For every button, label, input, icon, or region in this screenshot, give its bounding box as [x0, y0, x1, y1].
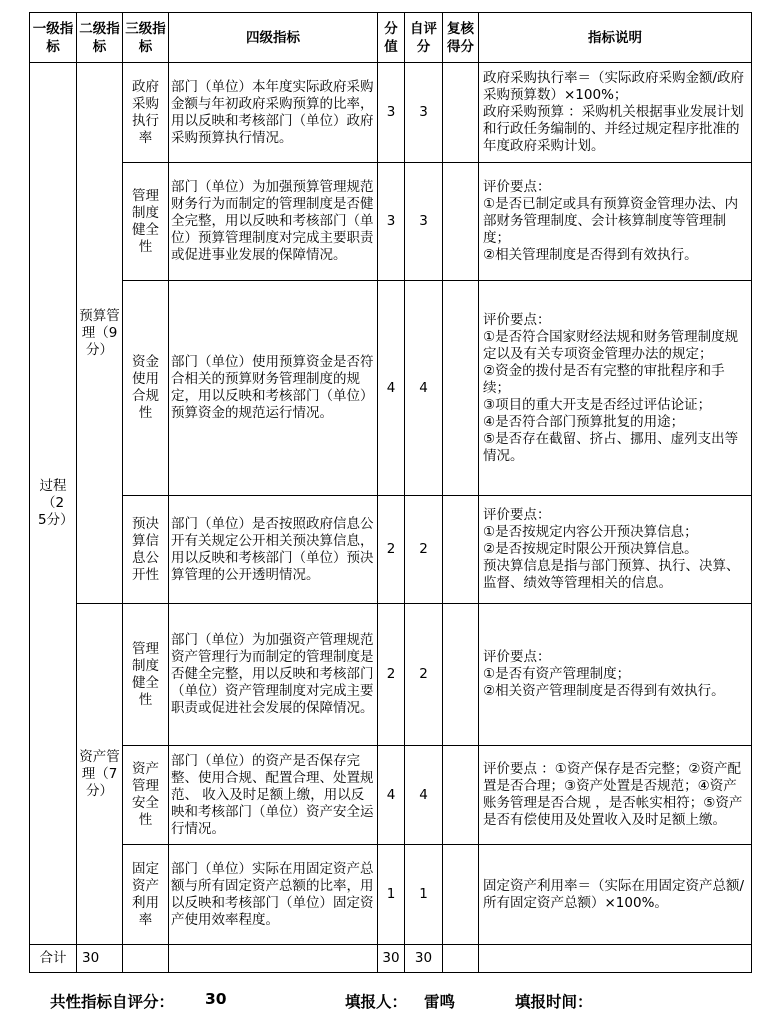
level2-cell: [77, 63, 123, 604]
level2-label: 资产管理（7分）: [79, 748, 120, 799]
description-line: 评价要点：: [483, 649, 551, 665]
description-line: ①是否有资产管理制度；: [483, 666, 631, 682]
review-score-cell: [443, 163, 479, 281]
description-line: ⑤是否存在截留、挤占、挪用、虚列支出等情况。: [483, 430, 739, 464]
level2-label: 预算管理（9分）: [79, 307, 120, 358]
level4-cell: 部门（单位）为加强资产管理规范资产管理行为而制定的管理制度是否健全完整，用以反映和考核部门（单位）资产管理制度对完成主要职责或促进社会发展的保障情况。: [169, 604, 378, 746]
filler-label: 填报人：: [345, 993, 408, 1011]
score-cell: 2: [378, 604, 405, 746]
evaluation-table: [29, 12, 752, 973]
header-self-score: 自评分: [405, 13, 443, 63]
table-row: [30, 496, 752, 604]
description-line: 政府采购执行率＝（实际政府采购金额/政府采购预算数）×100%；: [483, 70, 745, 103]
total-label: 合计: [30, 945, 77, 973]
score-cell: 3: [378, 163, 405, 281]
description-line: ②相关资产管理制度是否得到有效执行。: [483, 683, 725, 699]
description-cell: [479, 746, 752, 845]
self-score-value: 30: [205, 990, 227, 1008]
table-row: [30, 746, 752, 845]
description-line: 评价要点：: [483, 179, 551, 195]
review-score-cell: [443, 281, 479, 496]
description-cell: [479, 63, 752, 163]
description-cell: [479, 496, 752, 604]
self-score-cell: 3: [405, 63, 443, 163]
level3-cell: 管理制度健全性: [123, 604, 169, 746]
description-line: ①是否符合国家财经法规和财务管理制度规定以及有关专项资金管理办法的规定；: [483, 328, 739, 362]
header-row: [30, 13, 752, 63]
self-score-label: 共性指标自评分：: [50, 993, 175, 1011]
level3-cell: 资产管理安全性: [123, 746, 169, 845]
table-row: [30, 163, 752, 281]
review-score-cell: [443, 845, 479, 945]
level4-cell: 部门（单位）的资产是否保存完整、使用合规、配置合理、处置规范、 收入及时足额上缴，用以反映和考核部门（单位）资产安全运行情况。: [169, 746, 378, 845]
self-score-cell: 3: [405, 163, 443, 281]
description-line: ①是否已制定或具有预算资金管理办法、内部财务管理制度、会计核算制度等管理制度；: [483, 196, 739, 246]
header-level3: 三级指标: [123, 13, 169, 63]
level3-cell: 政府采购执行率: [123, 63, 169, 163]
header-score: 分值: [378, 13, 405, 63]
review-score-cell: [443, 63, 479, 163]
description-line: ②相关管理制度是否得到有效执行。: [483, 247, 698, 263]
level3-cell: 预决算信息公开性: [123, 496, 169, 604]
level3-cell: 资金使用合规性: [123, 281, 169, 496]
header-level4: 四级指标: [169, 13, 378, 63]
total-self-score: 30: [405, 945, 443, 973]
review-score-cell: [443, 604, 479, 746]
score-cell: 2: [378, 496, 405, 604]
score-cell: 1: [378, 845, 405, 945]
level1-label: 过程（25分）: [38, 478, 74, 528]
description-cell: [479, 281, 752, 496]
filler-value: 雷鸣: [424, 993, 456, 1011]
description-line: ③项目的重大开支是否经过评估论证；: [483, 396, 712, 413]
footer: [0, 990, 772, 1014]
level4-cell: 部门（单位）为加强预算管理规范财务行为而制定的管理制度是否健全完整，用以反映和考核部门（单位）预算管理制度对完成主要职责或促进事业发展的保障情况。: [169, 163, 378, 281]
table-row: [30, 281, 752, 496]
self-score-cell: 2: [405, 604, 443, 746]
total-empty-cell: [443, 945, 479, 973]
self-score-cell: 4: [405, 281, 443, 496]
description-cell: [479, 845, 752, 945]
description-cell: [479, 163, 752, 281]
total-score: 30: [378, 945, 405, 973]
description-line: ①是否按规定内容公开预决算信息；: [483, 524, 698, 540]
score-cell: 4: [378, 281, 405, 496]
total-empty-cell: [479, 945, 752, 973]
header-level2: 二级指标: [77, 13, 123, 63]
level4-cell: 部门（单位）本年度实际政府采购金额与年初政府采购预算的比率，用以反映和考核部门（单位）政府采购预算执行情况。: [169, 63, 378, 163]
description-line: 评价要点：: [483, 507, 551, 523]
level4-cell: 部门（单位）使用预算资金是否符合相关的预算财务管理制度的规定，用以反映和考核部门（单位）预算资金的规范运行情况。: [169, 281, 378, 496]
level2-cell: [77, 604, 123, 945]
header-description: 指标说明: [479, 13, 752, 63]
description-line: 固定资产利用率＝（实际在用固定资产总额/所有固定资产总额）×100%。: [483, 877, 745, 911]
level3-cell: 管理制度健全性: [123, 163, 169, 281]
self-score-cell: 4: [405, 746, 443, 845]
review-score-cell: [443, 496, 479, 604]
description-line: ④是否符合部门预算批复的用途；: [483, 413, 685, 430]
description-line: ②是否按规定时限公开预决算信息。: [483, 541, 698, 557]
table-row: [30, 63, 752, 163]
level1-cell: [30, 63, 77, 945]
description-cell: [479, 604, 752, 746]
table-row: [30, 604, 752, 746]
total-row: [30, 945, 752, 973]
description-line: ②资金的拨付是否有完整的审批程序和手续；: [483, 362, 725, 396]
total-empty-cell: [169, 945, 378, 973]
total-level2: 30: [77, 945, 123, 973]
total-empty-cell: [123, 945, 169, 973]
report-time-label: 填报时间：: [515, 993, 593, 1011]
level4-cell: 部门（单位）实际在用固定资产总额与所有固定资产总额的比率，用以反映和考核部门（单位）固定资产使用效率程度。: [169, 845, 378, 945]
level3-cell: 固定资产利用率: [123, 845, 169, 945]
header-level1: 一级指标: [30, 13, 77, 63]
table-row: [30, 845, 752, 945]
description-line: 政府采购预算 ：采购机关根据事业发展计划和行政任务编制的、并经过规定程序批准的年度政府采购计划。: [483, 104, 744, 154]
score-cell: 4: [378, 746, 405, 845]
description-line: 评价要点：: [483, 311, 551, 328]
level4-cell: 部门（单位）是否按照政府信息公开有关规定公开相关预决算信息，用以反映和考核部门（单位）预决算管理的公开透明情况。: [169, 496, 378, 604]
self-score-cell: 1: [405, 845, 443, 945]
score-cell: 3: [378, 63, 405, 163]
header-review-score: 复核得分: [443, 13, 479, 63]
self-score-cell: 2: [405, 496, 443, 604]
description-line: 预决算信息是指与部门预算、执行、决算、监督、绩效等管理相关的信息。: [483, 558, 740, 591]
description-line: 评价要点 ：①资产保存是否完整；②资产配置是否合理；③资产处置是否规范；④资产账务管理是否合规 ，是否帐实相符；⑤资产是否有偿使用及处置收入及时足额上缴。: [483, 761, 743, 828]
review-score-cell: [443, 746, 479, 845]
